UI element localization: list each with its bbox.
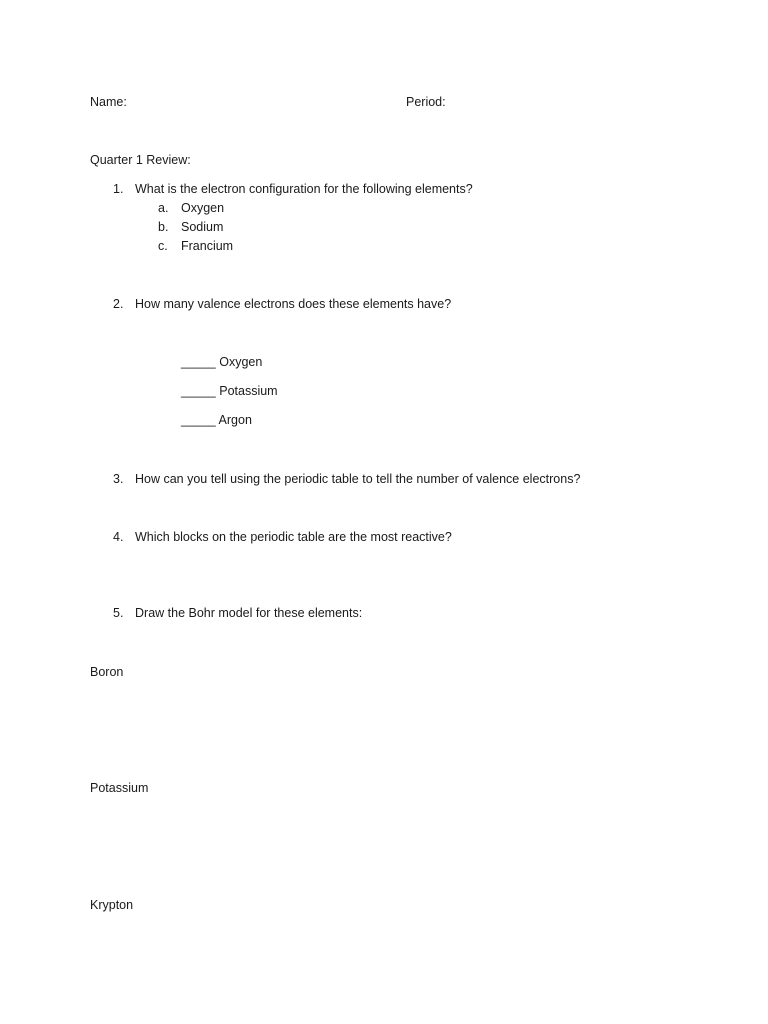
answer-blank-line: _____ Argon [181, 413, 252, 427]
question-text: How can you tell using the periodic table to tell the number of valence electrons? [135, 472, 581, 486]
question-number: 5. [113, 606, 124, 620]
question-text: How many valence electrons does these elements have? [135, 297, 452, 311]
bohr-element-label: Boron [90, 665, 124, 679]
bohr-element-label: Krypton [90, 898, 134, 912]
sub-item-text: Francium [181, 239, 234, 253]
answer-blank-line: _____ Potassium [181, 384, 278, 398]
sub-item-text: Sodium [181, 220, 224, 234]
worksheet-title: Quarter 1 Review: [90, 153, 191, 167]
question-number: 4. [113, 530, 124, 544]
question-text: Draw the Bohr model for these elements: [135, 606, 363, 620]
question-number: 1. [113, 182, 124, 196]
sub-item-letter: a. [158, 201, 169, 215]
question-number: 2. [113, 297, 124, 311]
question-number: 3. [113, 472, 124, 486]
sub-item-text: Oxygen [181, 201, 225, 215]
name-label: Name: [90, 95, 127, 109]
bohr-element-label: Potassium [90, 781, 149, 795]
question-text: Which blocks on the periodic table are the most reactive? [135, 530, 452, 544]
answer-blank-line: _____ Oxygen [181, 355, 263, 369]
sub-item-letter: b. [158, 220, 169, 234]
period-label: Period: [406, 95, 446, 109]
sub-item-letter: c. [158, 239, 168, 253]
question-text: What is the electron configuration for the following elements? [135, 182, 473, 196]
